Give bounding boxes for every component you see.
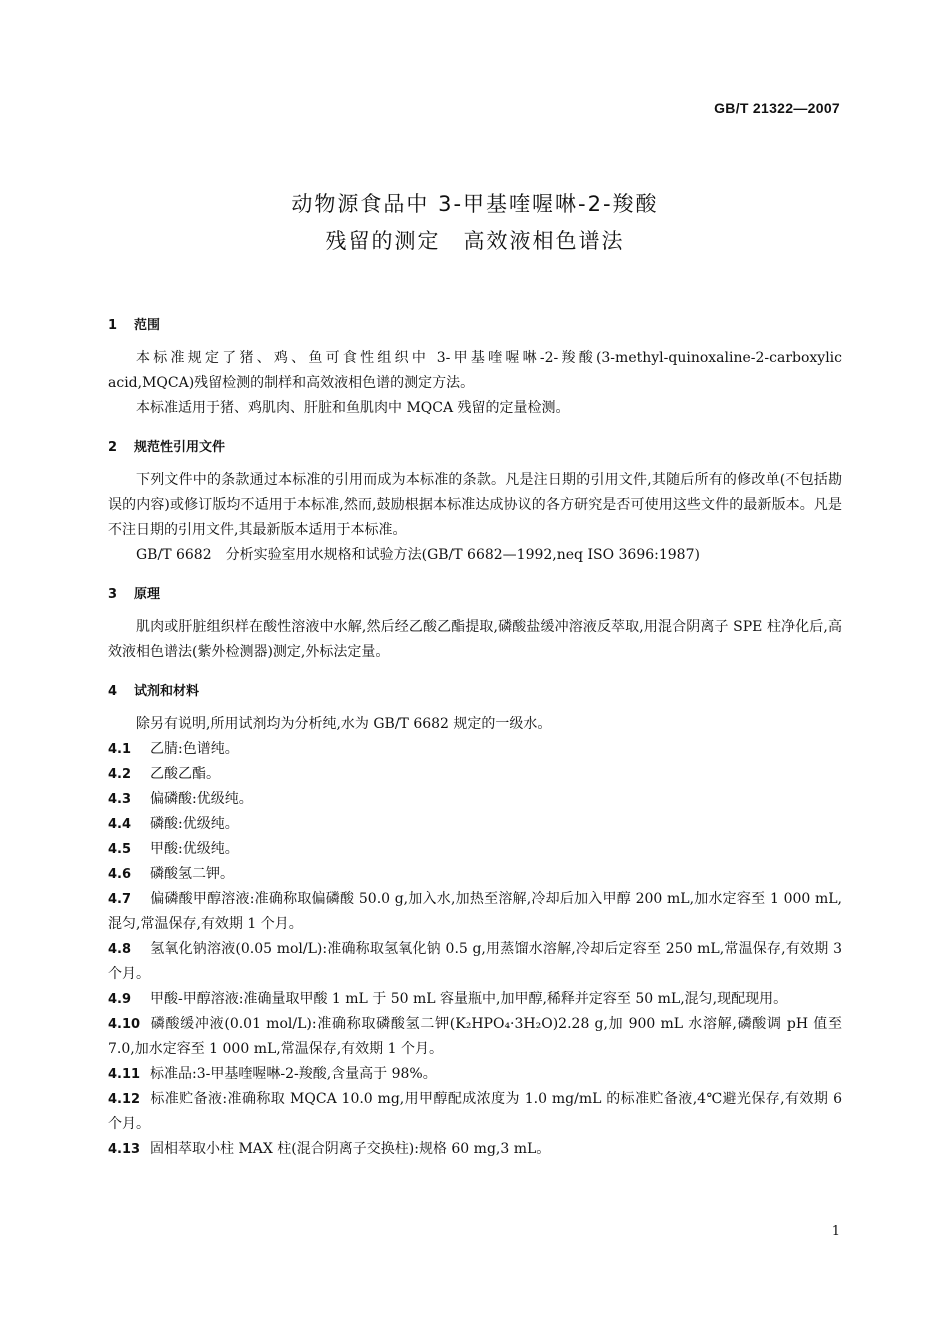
item-text: 磷酸:优级纯。 — [150, 816, 239, 832]
list-item — [108, 937, 842, 987]
list-item — [108, 1012, 842, 1062]
item-number: 4.4 — [108, 817, 132, 832]
item-number: 4.3 — [108, 792, 132, 807]
paragraph: 除另有说明,所用试剂均为分析纯,水为 GB/T 6682 规定的一级水。 — [136, 716, 552, 732]
list-item — [108, 737, 842, 762]
list-item — [108, 987, 842, 1012]
list-item — [108, 762, 842, 787]
item-number: 4.13 — [108, 1142, 141, 1157]
item-text: 磷酸氢二钾。 — [150, 866, 234, 882]
list-item — [108, 862, 842, 887]
standard-code: GB/T 21322—2007 — [714, 100, 840, 116]
section-number: 3 — [108, 587, 118, 602]
section-title: 规范性引用文件 — [134, 440, 226, 455]
section-number: 4 — [108, 684, 118, 699]
paragraph: 本标准规定了猪、鸡、鱼可食性组织中 3-甲基喹喔啉-2-羧酸(3-methyl-quinoxaline-2-carboxylic acid,MQCA)残留检测的制样和高效液相色谱的测定方法。 — [108, 350, 842, 391]
item-number: 4.2 — [108, 767, 132, 782]
list-item — [108, 1087, 842, 1137]
section-heading-principle — [108, 582, 842, 607]
item-number: 4.6 — [108, 867, 132, 882]
section-title: 原理 — [134, 587, 161, 602]
item-text: 标准贮备液:准确称取 MQCA 10.0 mg,用甲醇配成浓度为 1.0 mg/mL 的标准贮备液,4℃避光保存,有效期 6 个月。 — [108, 1091, 842, 1132]
paragraph: 下列文件中的条款通过本标准的引用而成为本标准的条款。凡是注日期的引用文件,其随后所有的修改单(不包括勘误的内容)或修订版均不适用于本标准,然而,鼓励根据本标准达成协议的各方研究是否可使用这些文件的最新版本。凡是不注日期的引用文件,其最新版本适用于本标准。 — [108, 472, 842, 538]
list-item — [108, 1062, 842, 1087]
list-item — [108, 1137, 842, 1162]
section-number: 1 — [108, 318, 118, 333]
item-number: 4.9 — [108, 992, 132, 1007]
section-title: 试剂和材料 — [134, 684, 200, 699]
item-number: 4.8 — [108, 942, 132, 957]
paragraph: 肌肉或肝脏组织样在酸性溶液中水解,然后经乙酸乙酯提取,磷酸盐缓冲溶液反萃取,用混合阴离子 SPE 柱净化后,高效液相色谱法(紫外检测器)测定,外标法定量。 — [108, 619, 842, 660]
item-text: 乙腈:色谱纯。 — [150, 741, 239, 757]
item-number: 4.10 — [108, 1017, 141, 1032]
document-title-line-1: 动物源食品中 3-甲基喹喔啉-2-羧酸 — [291, 192, 659, 216]
reference-entry: GB/T 6682 分析实验室用水规格和试验方法(GB/T 6682—1992,neq ISO 3696:1987) — [136, 547, 700, 563]
document-body — [108, 313, 842, 1162]
item-text: 偏磷酸:优级纯。 — [150, 791, 253, 807]
list-item — [108, 812, 842, 837]
item-number: 4.7 — [108, 892, 132, 907]
list-item — [108, 837, 842, 862]
item-text: 甲酸-甲醇溶液:准确量取甲酸 1 mL 于 50 mL 容量瓶中,加甲醇,稀释并定容至 50 mL,混匀,现配现用。 — [150, 991, 788, 1007]
item-text: 磷酸缓冲液(0.01 mol/L):准确称取磷酸氢二钾(K₂HPO₄·3H₂O)2.28 g,加 900 mL 水溶解,磷酸调 pH 值至 7.0,加水定容至 1 000 mL,常温保存,有效期 1 个月。 — [108, 1016, 842, 1057]
section-heading-scope — [108, 313, 842, 338]
item-number: 4.1 — [108, 742, 132, 757]
item-number: 4.11 — [108, 1067, 141, 1082]
item-text: 甲酸:优级纯。 — [150, 841, 239, 857]
item-number: 4.12 — [108, 1092, 141, 1107]
item-text: 偏磷酸甲醇溶液:准确称取偏磷酸 50.0 g,加入水,加热至溶解,冷却后加入甲醇 200 mL,加水定容至 1 000 mL,混匀,常温保存,有效期 1 个月。 — [108, 891, 842, 932]
item-text: 固相萃取小柱 MAX 柱(混合阴离子交换柱):规格 60 mg,3 mL。 — [150, 1141, 551, 1157]
item-text: 乙酸乙酯。 — [150, 766, 220, 782]
section-heading-normative-references — [108, 435, 842, 460]
section-title: 范围 — [134, 318, 161, 333]
list-item — [108, 887, 842, 937]
section-heading-reagents — [108, 679, 842, 704]
item-text: 标准品:3-甲基喹喔啉-2-羧酸,含量高于 98%。 — [150, 1066, 437, 1082]
item-text: 氢氧化钠溶液(0.05 mol/L):准确称取氢氧化钠 0.5 g,用蒸馏水溶解,冷却后定容至 250 mL,常温保存,有效期 3 个月。 — [108, 941, 842, 982]
item-number: 4.5 — [108, 842, 132, 857]
page-number: 1 — [831, 1224, 840, 1239]
list-item — [108, 787, 842, 812]
paragraph: 本标准适用于猪、鸡肌肉、肝脏和鱼肌肉中 MQCA 残留的定量检测。 — [136, 400, 570, 416]
document-title-line-2: 残留的测定 高效液相色谱法 — [325, 229, 625, 253]
section-number: 2 — [108, 440, 118, 455]
